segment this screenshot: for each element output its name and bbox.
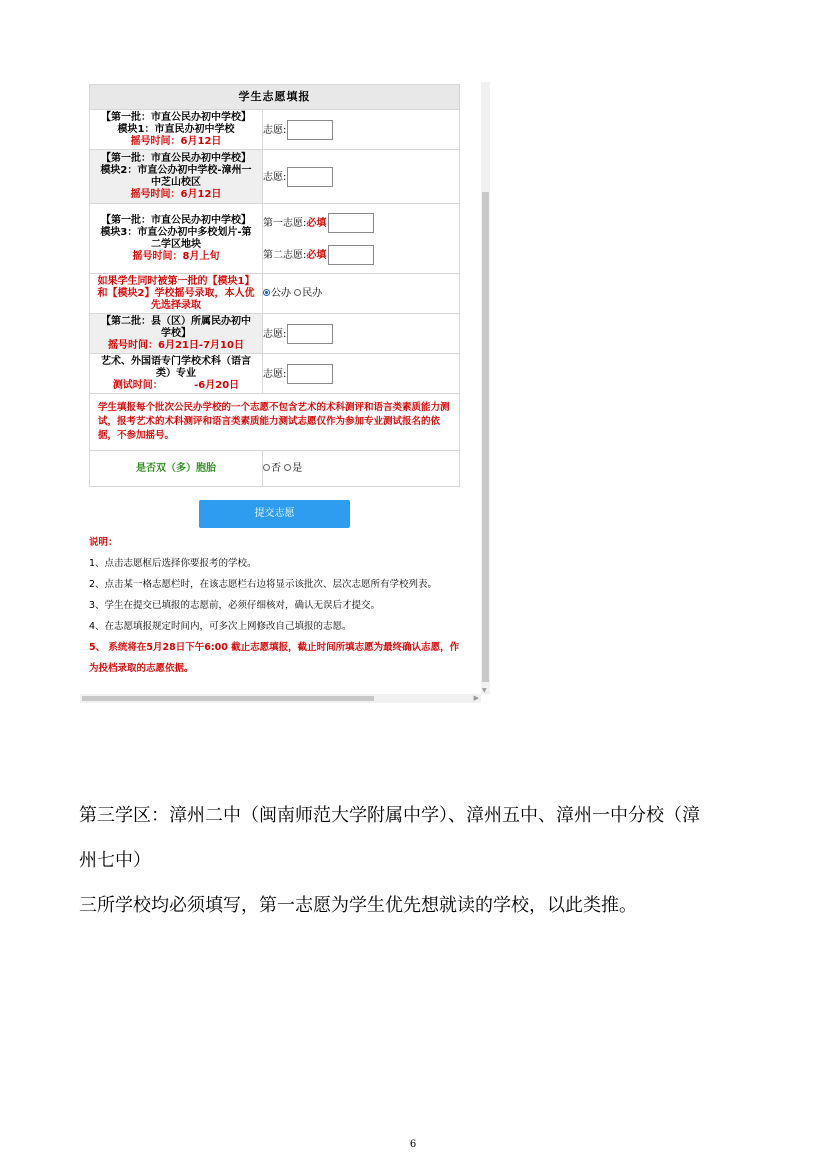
instruction-3: 3、学生在提交已填报的志愿前，必须仔细核对，确认无误后才提交。 (89, 600, 381, 611)
vertical-scrollbar[interactable] (481, 82, 490, 694)
body-line-3: 三所学校均必须填写，第一志愿为学生优先想就读的学校，以此类推。 (79, 895, 637, 916)
scrollbar-thumb[interactable] (82, 696, 374, 701)
choice-label: 志愿: (263, 124, 287, 136)
choice-label: 志愿: (263, 368, 287, 380)
first-choice-label: 第一志愿: (263, 217, 307, 229)
application-form-table: 学生志愿填报 【第一批：市直公民办初中学校】 模块1：市直民办初中学校 摇号时间：6月12日 志愿: 【第一批：市直公民办初中学校】 模块2：市直公办初中学校-漳州一 中芝山校区 摇号时间：6月12日 志愿: 【第一批：市直公民办初中学校】 模块3：市直公办初中多校划片-第 二学区地块 摇号时间：8月上旬 第一志愿:必填 第二志愿:必填 如果学生同时被第一批的【模块1】 和【模块2】学校摇号录取，本人优 先选择录取 公办 民办 【第二批：县（区）所属民办初中 学校】 摇号时间：6月21日-7月10日 志愿: 艺术、外国语专门学校术科（语言 类）专业 测试时间： -6月20日 志愿: 学生填报每个批次公民办学校的一个志愿不包含艺术的术科测评和语言类素质能力测试，报考艺术的术科测评和语言类素质能力测试志愿仅作为参加专业测试报名的依据，不参加摇号。 是否双（多）胞胎 否 是 (89, 84, 460, 487)
twins-label: 是否双（多）胞胎 (90, 451, 263, 487)
scroll-down-arrow-icon[interactable]: ▼ (482, 687, 487, 694)
choice-label: 志愿: (263, 328, 287, 340)
lottery-time: 摇号时间：6月21日-7月10日 (108, 339, 244, 351)
lottery-time: 摇号时间：6月12日 (130, 135, 222, 147)
twins-no-radio[interactable] (263, 464, 270, 471)
form-screenshot (80, 82, 490, 704)
instructions-title: 说明： (89, 537, 118, 548)
scroll-right-arrow-icon[interactable]: ▶ (473, 694, 479, 702)
row-batch1-module2: 【第一批：市直公民办初中学校】 模块2：市直公办初中学校-漳州一 中芝山校区 摇号时间：6月12日 (90, 150, 263, 204)
form-notice: 学生填报每个批次公民办学校的一个志愿不包含艺术的术科测评和语言类素质能力测试，报考艺术的术科测评和语言类素质能力测试志愿仅作为参加专业测试报名的依据，不参加摇号。 (90, 394, 460, 451)
instruction-5: 5、 系统将在5月28日下午6:00 截止志愿填报，截止时间所填志愿为最终确认志愿，作为投档录取的志愿依据。 (89, 642, 460, 674)
private-school-radio[interactable] (294, 289, 301, 296)
row-batch1-module1: 【第一批：市直公民办初中学校】 模块1：市直民办初中学校 摇号时间：6月12日 (90, 110, 263, 150)
choice-input-module1[interactable] (287, 120, 333, 140)
first-choice-input[interactable] (328, 213, 374, 233)
public-school-radio[interactable] (263, 289, 270, 296)
instructions (89, 532, 464, 679)
second-choice-input[interactable] (328, 245, 374, 265)
instruction-2: 2、点击某一格志愿栏时，在该志愿栏右边将显示该批次、层次志愿所有学校列表。 (89, 579, 438, 590)
choice-input-batch2[interactable] (287, 324, 333, 344)
body-line-1: 第三学区：漳州二中（闽南师范大学附属中学）、漳州五中、漳州一中分校（漳 (79, 805, 700, 826)
body-line-2: 州七中） (79, 850, 151, 871)
scrollbar-thumb[interactable] (482, 192, 489, 682)
row-priority-note: 如果学生同时被第一批的【模块1】 和【模块2】学校摇号录取，本人优 先选择录取 (90, 274, 263, 314)
form-title: 学生志愿填报 (90, 85, 460, 110)
second-choice-label: 第二志愿: (263, 249, 307, 261)
lottery-time: 摇号时间：8月上旬 (132, 250, 220, 262)
horizontal-scrollbar[interactable] (80, 694, 481, 703)
choice-input-module2[interactable] (287, 167, 333, 187)
instruction-1: 1、点击志愿框后选择你要报考的学校。 (89, 558, 257, 569)
test-time: 测试时间： -6月20日 (112, 379, 240, 391)
instruction-4: 4、在志愿填报规定时间内，可多次上网修改自己填报的志愿。 (89, 621, 352, 632)
page-number: 6 (409, 1139, 417, 1150)
lottery-time: 摇号时间：6月12日 (130, 188, 222, 200)
submit-button[interactable]: 提交志愿 (199, 500, 350, 528)
row-art-language: 艺术、外国语专门学校术科（语言 类）专业 测试时间： -6月20日 (90, 354, 263, 394)
choice-input-art[interactable] (287, 364, 333, 384)
row-batch2: 【第二批：县（区）所属民办初中 学校】 摇号时间：6月21日-7月10日 (90, 314, 263, 354)
choice-label: 志愿: (263, 171, 287, 183)
row-batch1-module3: 【第一批：市直公民办初中学校】 模块3：市直公办初中多校划片-第 二学区地块 摇号时间：8月上旬 (90, 204, 263, 274)
twins-yes-radio[interactable] (284, 464, 291, 471)
